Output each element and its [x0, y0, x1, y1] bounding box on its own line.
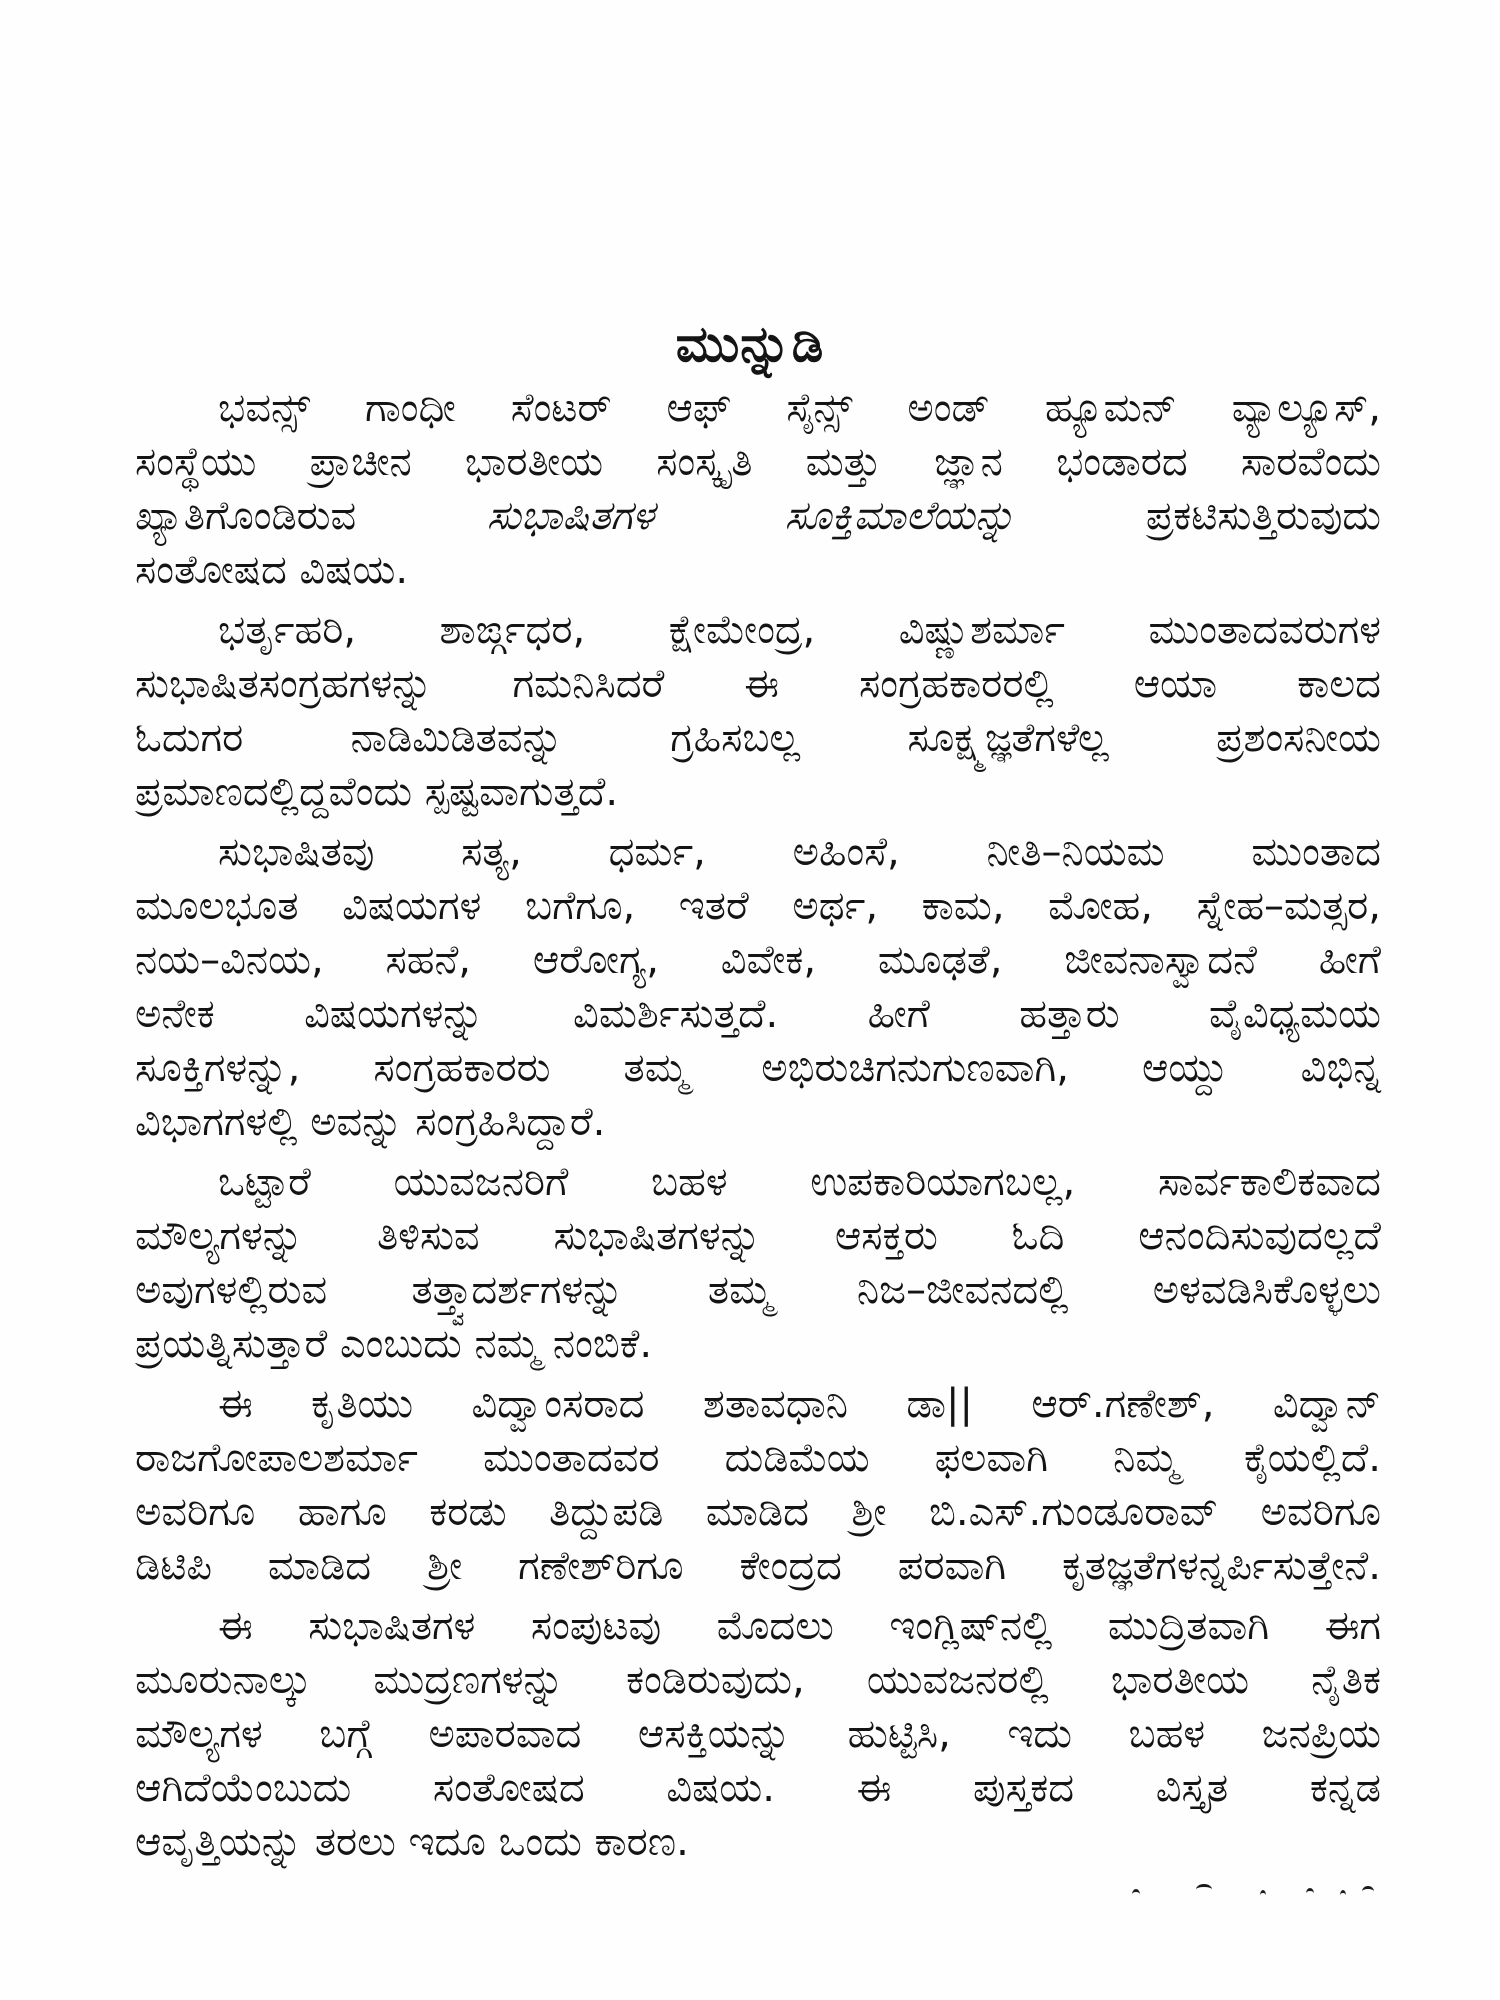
text-line: ಮೌಲ್ಯಗಳನ್ನು ತಿಳಿಸುವ ಸುಭಾಷಿತಗಳನ್ನು ಆಸಕ್ತರು ಓದಿ ಆನಂದಿಸುವುದಲ್ಲದೆ: [135, 1213, 1381, 1259]
cropped-glyph-fragment: [1132, 1889, 1140, 1900]
text-line: ಆಗಿದೆಯೆಂಬುದು ಸಂತೋಷದ ವಿಷಯ. ಈ ಪುಸ್ತಕದ ವಿಸ್ತೃತ ಕನ್ನಡ: [135, 1765, 1381, 1811]
text-line: [135, 489, 1381, 543]
text-line: ಡಿಟಿಪಿ ಮಾಡಿದ ಶ್ರೀ ಗಣೇಶ್‌ರಿಗೂ ಕೇಂದ್ರದ ಪರವಾಗಿ ಕೃತಜ್ಞತೆಗಳನ್ನರ್ಪಿಸುತ್ತೇನೆ.: [135, 1543, 1381, 1589]
text-line: ಈ ಕೃತಿಯು ವಿದ್ವಾಂಸರಾದ ಶತಾವಧಾನಿ ಡಾ|| ಆರ್.ಗಣೇಶ್, ವಿದ್ವಾನ್: [218, 1381, 1381, 1427]
text-line: ಭರ್ತೃಹರಿ, ಶಾರ್ಙ್ಗಧರ, ಕ್ಷೇಮೇಂದ್ರ, ವಿಷ್ಣುಶರ್ಮಾ ಮುಂತಾದವರುಗಳ: [218, 607, 1381, 653]
text-line: ವಿಭಾಗಗಳಲ್ಲಿ ಅವನ್ನು ಸಂಗ್ರಹಿಸಿದ್ದಾರೆ.: [135, 1099, 606, 1145]
italic-book-title: ಸುಭಾಷಿತಗಳ ಸೂಕ್ತಿಮಾಲೆಯನ್ನು: [486, 493, 1016, 539]
cropped-glyph-fragment: [1196, 1884, 1212, 1895]
text-line: ಈ ಸುಭಾಷಿತಗಳ ಸಂಪುಟವು ಮೊದಲು ಇಂಗ್ಲಿಷ್‌ನಲ್ಲಿ ಮುದ್ರಿತವಾಗಿ ಈಗ: [218, 1603, 1381, 1649]
text-line: ಅನೇಕ ವಿಷಯಗಳನ್ನು ವಿಮರ್ಶಿಸುತ್ತದೆ. ಹೀಗೆ ಹತ್ತಾರು ವೈವಿಧ್ಯಮಯ: [135, 991, 1381, 1037]
text-line: ರಾಜಗೋಪಾಲಶರ್ಮಾ ಮುಂತಾದವರ ದುಡಿಮೆಯ ಫಲವಾಗಿ ನಿಮ್ಮ ಕೈಯಲ್ಲಿದೆ.: [135, 1435, 1381, 1481]
body-text: [135, 381, 1381, 1869]
text-line: ಆವೃತ್ತಿಯನ್ನು ತರಲು ಇದೂ ಒಂದು ಕಾರಣ.: [135, 1819, 689, 1865]
text-line: ಮೂರುನಾಲ್ಕು ಮುದ್ರಣಗಳನ್ನು ಕಂಡಿರುವುದು, ಯುವಜನರಲ್ಲಿ ಭಾರತೀಯ ನೈತಿಕ: [135, 1657, 1381, 1703]
text-line: ಸಂತೋಷದ ವಿಷಯ.: [135, 547, 409, 593]
cropped-glyph-fragment: [1362, 1886, 1374, 1897]
paragraph-6: [135, 1599, 1381, 1869]
text-line: ಅವುಗಳಲ್ಲಿರುವ ತತ್ತ್ವಾದರ್ಶಗಳನ್ನು ತಮ್ಮ ನಿಜ–ಜೀವನದಲ್ಲಿ ಅಳವಡಿಸಿಕೊಳ್ಳಲು: [135, 1267, 1381, 1313]
paragraph-4: [135, 1155, 1381, 1371]
paragraph-5: [135, 1377, 1381, 1593]
text-segment: ಖ್ಯಾತಿಗೊಂಡಿರುವ: [135, 493, 487, 539]
text-line: ಒಟ್ಟಾರೆ ಯುವಜನರಿಗೆ ಬಹಳ ಉಪಕಾರಿಯಾಗಬಲ್ಲ, ಸಾರ್ವಕಾಲಿಕವಾದ: [218, 1159, 1381, 1205]
text-line: ಮೌಲ್ಯಗಳ ಬಗ್ಗೆ ಅಪಾರವಾದ ಆಸಕ್ತಿಯನ್ನು ಹುಟ್ಟಿಸಿ, ಇದು ಬಹಳ ಜನಪ್ರಿಯ: [135, 1711, 1381, 1757]
text-segment: ಪ್ರಕಟಿಸುತ್ತಿರುವುದು: [1015, 493, 1381, 539]
text-line: ಓದುಗರ ನಾಡಿಮಿಡಿತವನ್ನು ಗ್ರಹಿಸಬಲ್ಲ ಸೂಕ್ಷ್ಮಜ್ಞತೆಗಳೆಲ್ಲ ಪ್ರಶಂಸನೀಯ: [135, 715, 1381, 761]
paragraph-3: [135, 825, 1381, 1149]
cropped-next-line: [1120, 1880, 1380, 1904]
cropped-glyph-fragment: [1306, 1888, 1314, 1899]
text-line: ನಯ–ವಿನಯ, ಸಹನೆ, ಆರೋಗ್ಯ, ವಿವೇಕ, ಮೂಢತೆ, ಜೀವನಾಸ್ವಾದನೆ ಹೀಗೆ: [135, 937, 1381, 983]
text-line: ಸಂಸ್ಥೆಯು ಪ್ರಾಚೀನ ಭಾರತೀಯ ಸಂಸ್ಕೃತಿ ಮತ್ತು ಜ್ಞಾನ ಭಂಡಾರದ ಸಾರವೆಂದು: [135, 439, 1381, 485]
cropped-glyph-fragment: [1340, 1890, 1346, 1901]
text-line: ಪ್ರಮಾಣದಲ್ಲಿದ್ದವೆಂದು ಸ್ಪಷ್ಟವಾಗುತ್ತದೆ.: [135, 769, 619, 815]
paragraph-2: [135, 603, 1381, 819]
text-line: ಭವನ್ಸ್ ಗಾಂಧೀ ಸೆಂಟರ್ ಆಫ್ ಸೈನ್ಸ್ ಅಂಡ್ ಹ್ಯೂಮನ್ ವ್ಯಾಲ್ಯೂಸ್,: [218, 385, 1381, 431]
page-title: ಮುನ್ನುಡಿ: [675, 315, 825, 373]
text-line: ಸುಭಾಷಿತಸಂಗ್ರಹಗಳನ್ನು ಗಮನಿಸಿದರೆ ಈ ಸಂಗ್ರಹಕಾರರಲ್ಲಿ ಆಯಾ ಕಾಲದ: [135, 661, 1381, 707]
text-line: ಮೂಲಭೂತ ವಿಷಯಗಳ ಬಗೆಗೂ, ಇತರೆ ಅರ್ಥ, ಕಾಮ, ಮೋಹ, ಸ್ನೇಹ–ಮತ್ಸರ,: [135, 883, 1381, 929]
text-line: ಸೂಕ್ತಿಗಳನ್ನು, ಸಂಗ್ರಹಕಾರರು ತಮ್ಮ ಅಭಿರುಚಿಗನುಗುಣವಾಗಿ, ಆಯ್ದು ವಿಭಿನ್ನ: [135, 1045, 1381, 1091]
cropped-glyph-fragment: [1260, 1890, 1266, 1901]
text-line: ಪ್ರಯತ್ನಿಸುತ್ತಾರೆ ಎಂಬುದು ನಮ್ಮ ನಂಬಿಕೆ.: [135, 1321, 653, 1367]
text-line: ಸುಭಾಷಿತವು ಸತ್ಯ, ಧರ್ಮ, ಅಹಿಂಸೆ, ನೀತಿ–ನಿಯಮ ಮುಂತಾದ: [218, 829, 1381, 875]
text-line: ಅವರಿಗೂ ಹಾಗೂ ಕರಡು ತಿದ್ದುಪಡಿ ಮಾಡಿದ ಶ್ರೀ ಬಿ.ಎಸ್.ಗುಂಡೂರಾವ್ ಅವರಿಗೂ: [135, 1489, 1381, 1535]
paragraph-1: [135, 381, 1381, 597]
